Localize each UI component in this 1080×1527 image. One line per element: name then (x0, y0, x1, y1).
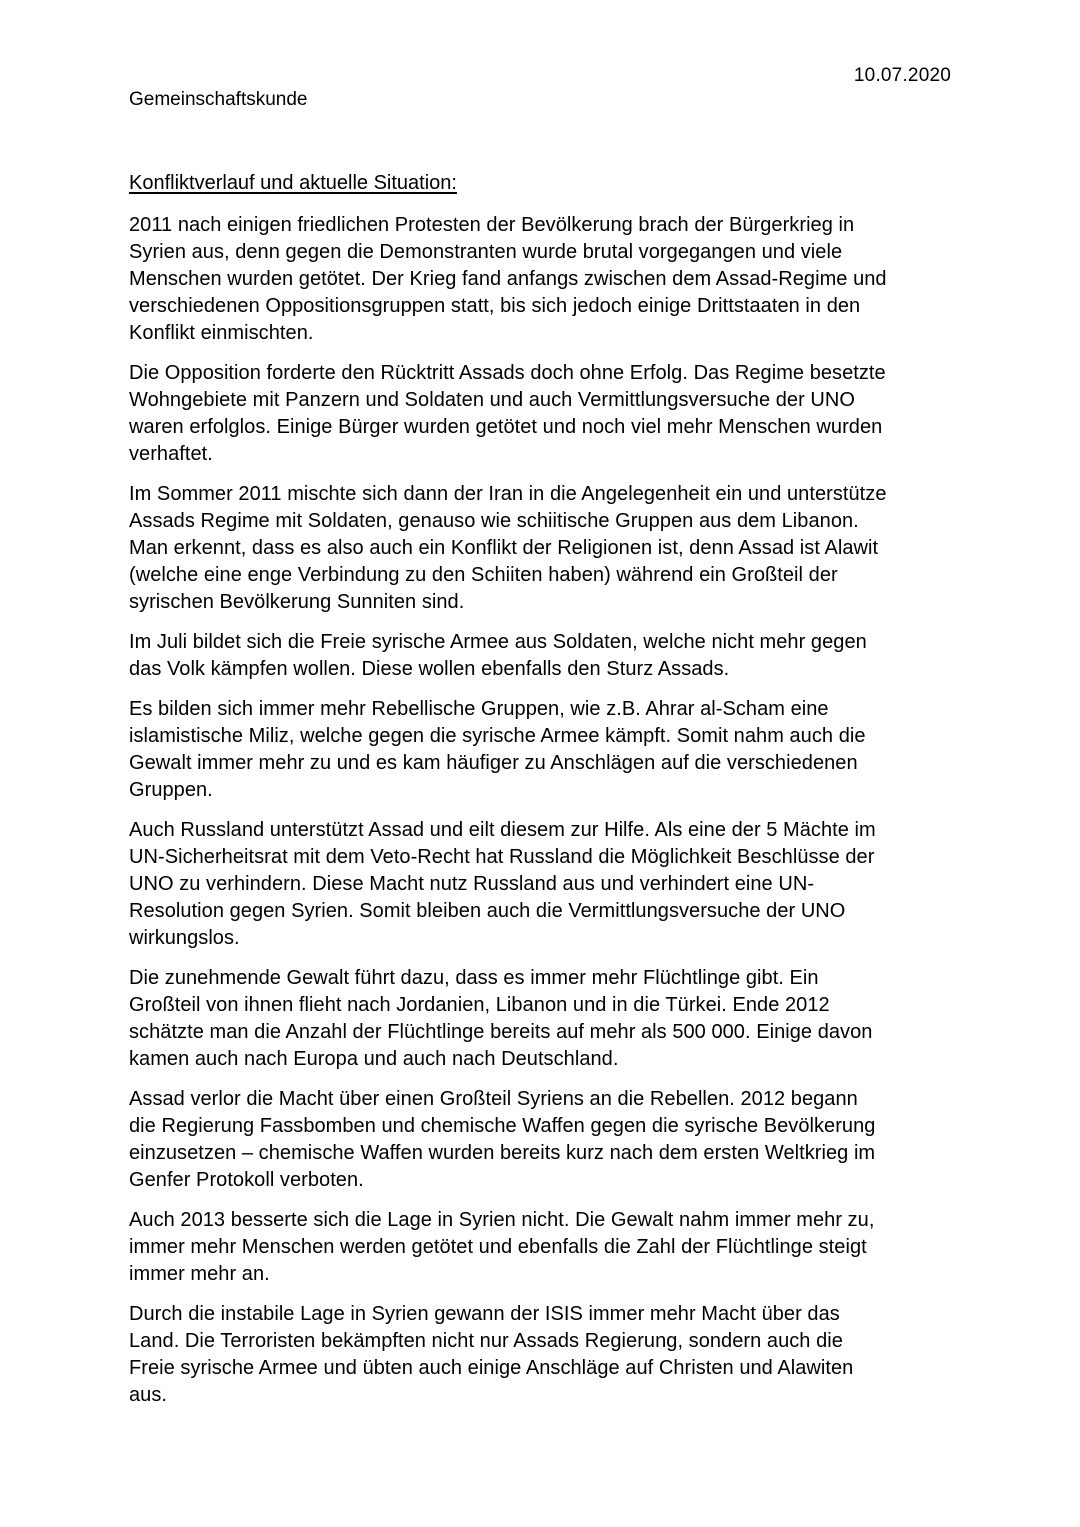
section-heading: Konfliktverlauf und aktuelle Situation: (129, 172, 457, 194)
paragraph: Es bilden sich immer mehr Rebellische Gruppen, wie z.B. Ahrar al-Scham eine islamistische Miliz, welche gegen die syrische Armee kämpft. Somit nahm auch die Gewalt immer mehr zu und es kam häufiger zu Anschlägen auf die verschiedenen Gruppen. (129, 698, 866, 801)
paragraph: 2011 nach einigen friedlichen Protesten der Bevölkerung brach der Bürgerkrieg in Syrien aus, denn gegen die Demonstranten wurde brutal vorgegangen und viele Menschen wurden getötet. Der Krieg fand anfangs zwischen dem Assad-Regime und verschiedenen Oppositionsgruppen statt, bis sich jedoch einige Drittstaaten in den Konflikt einmischten. (129, 214, 887, 344)
paragraph: Im Juli bildet sich die Freie syrische Armee aus Soldaten, welche nicht mehr gegen das Volk kämpfen wollen. Diese wollen ebenfalls den Sturz Assads. (129, 631, 867, 680)
document-date: 10.07.2020 (853, 65, 951, 86)
paragraph: Auch Russland unterstützt Assad und eilt diesem zur Hilfe. Als eine der 5 Mächte im UN-Sicherheitsrat mit dem Veto-Recht hat Russland die Möglichkeit Beschlüsse der UNO zu verhindern. Diese Macht nutz Russland aus und verhindert eine UN- Resolution gegen Syrien. Somit bleiben auch die Vermittlungsversuche der UNO wirkungslos. (129, 819, 876, 949)
paragraph: Die Opposition forderte den Rücktritt Assads doch ohne Erfolg. Das Regime besetzte Wohngebiete mit Panzern und Soldaten und auch Vermittlungsversuche der UNO waren erfolglos. Einige Bürger wurden getötet und noch viel mehr Menschen wurden verhaftet. (129, 362, 886, 465)
paragraph: Die zunehmende Gewalt führt dazu, dass es immer mehr Flüchtlinge gibt. Ein Großteil von ihnen flieht nach Jordanien, Libanon und in die Türkei. Ende 2012 schätzte man die Anzahl der Flüchtlinge bereits auf mehr als 500 000. Einige davon kamen auch nach Europa und auch nach Deutschland. (129, 967, 873, 1070)
paragraph: Durch die instabile Lage in Syrien gewann der ISIS immer mehr Macht über das Land. Die Terroristen bekämpften nicht nur Assads Regierung, sondern auch die Freie syrische Armee und übten auch einige Anschläge auf Christen und Alawiten aus. (129, 1303, 854, 1406)
paragraph: Assad verlor die Macht über einen Großteil Syriens an die Rebellen. 2012 begann die Regierung Fassbomben und chemische Waffen gegen die syrische Bevölkerung einzusetzen – chemische Waffen wurden bereits kurz nach dem ersten Weltkrieg im Genfer Protokoll verboten. (129, 1088, 876, 1191)
document-body (129, 170, 959, 1422)
paragraph: Auch 2013 besserte sich die Lage in Syrien nicht. Die Gewalt nahm immer mehr zu, immer mehr Menschen werden getötet und ebenfalls die Zahl der Flüchtlinge steigt immer mehr an. (129, 1209, 875, 1285)
paragraph: Im Sommer 2011 mischte sich dann der Iran in die Angelegenheit ein und unterstütze Assads Regime mit Soldaten, genauso wie schiitische Gruppen aus dem Libanon. Man erkennt, dass es also auch ein Konflikt der Religionen ist, denn Assad ist Alawit (welche eine enge Verbindung zu den Schiiten haben) während ein Großteil der syrischen Bevölkerung Sunniten sind. (129, 483, 887, 613)
subject-title: Gemeinschaftskunde (129, 89, 308, 110)
